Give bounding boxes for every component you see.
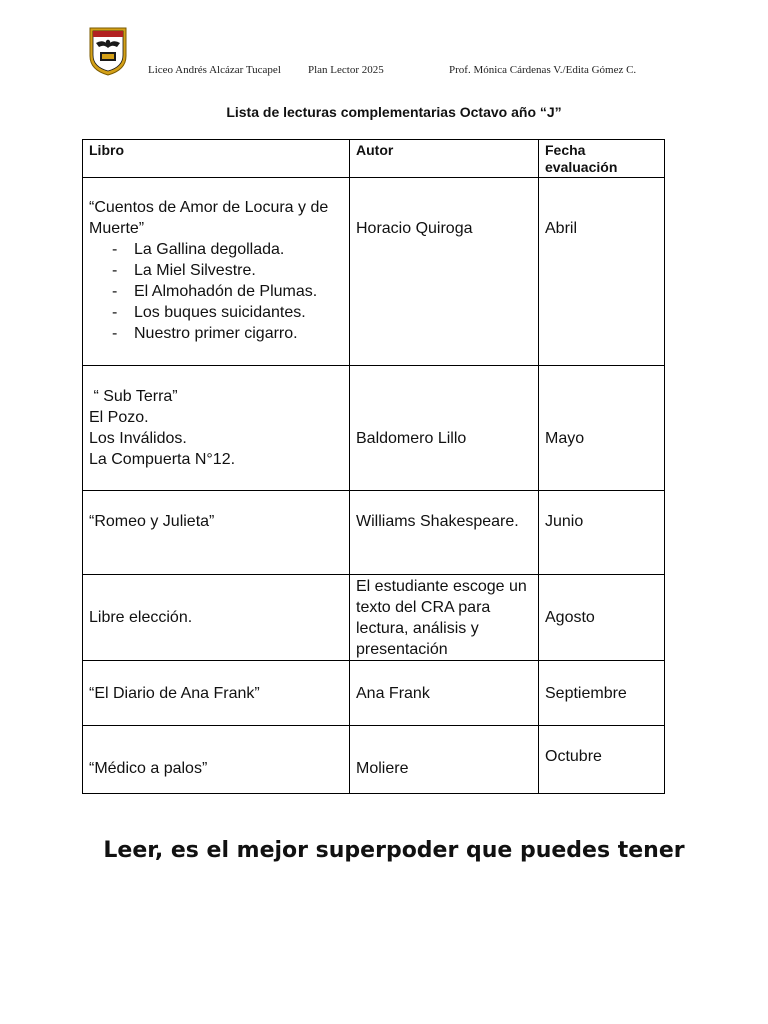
table-row	[83, 661, 665, 726]
book-title: “Cuentos de Amor de Locura y de Muerte”	[89, 199, 329, 237]
header-plan-label: Plan Lector 2025	[308, 64, 384, 76]
list-item: - El Almohadón de Plumas.	[109, 281, 343, 302]
table-row	[83, 491, 665, 575]
header-teachers: Prof. Mónica Cárdenas V./Edita Gómez C.	[449, 64, 637, 76]
header-school-name: Liceo Andrés Alcázar Tucapel	[148, 64, 281, 76]
author-cell: Williams Shakespeare.	[350, 491, 539, 575]
book-cell: “El Diario de Ana Frank”	[83, 661, 350, 726]
book-cell	[83, 366, 350, 491]
list-item: - Los buques suicidantes.	[109, 302, 343, 323]
list-item: La Compuerta N°12.	[89, 451, 236, 468]
list-item: - Nuestro primer cigarro.	[109, 323, 343, 344]
date-cell: Agosto	[539, 575, 665, 661]
book-cell: Libre elección.	[83, 575, 350, 661]
author-cell: Baldomero Lillo	[350, 366, 539, 491]
reading-motto: Leer, es el mejor superpoder que puedes tener	[103, 838, 685, 863]
author-cell: Moliere	[350, 726, 539, 794]
readings-table	[82, 139, 665, 794]
date-cell: Abril	[539, 178, 665, 366]
date-cell: Octubre	[539, 726, 665, 794]
table-row	[83, 726, 665, 794]
list-item: El Pozo.	[89, 409, 149, 426]
school-crest-icon	[88, 26, 128, 76]
date-cell: Septiembre	[539, 661, 665, 726]
table-row	[83, 575, 665, 661]
book-title: “ Sub Terra”	[89, 388, 178, 405]
author-cell: El estudiante escoge un texto del CRA para lectura, análisis y presentación	[350, 575, 539, 661]
date-cell: Junio	[539, 491, 665, 575]
author-cell: Horacio Quiroga	[350, 178, 539, 366]
table-header-row	[83, 140, 665, 178]
document-title: Lista de lecturas complementarias Octavo año “J”	[226, 104, 562, 120]
book-cell	[83, 178, 350, 366]
story-list	[89, 239, 343, 344]
list-item: - La Miel Silvestre.	[109, 260, 343, 281]
list-item: Los Inválidos.	[89, 430, 187, 447]
book-cell: “Médico a palos”	[83, 726, 350, 794]
list-item: - La Gallina degollada.	[109, 239, 343, 260]
date-cell: Mayo	[539, 366, 665, 491]
header-author: Autor	[350, 140, 539, 178]
book-cell: “Romeo y Julieta”	[83, 491, 350, 575]
table-row	[83, 178, 665, 366]
header-date: Fecha evaluación	[539, 140, 665, 178]
header-book: Libro	[83, 140, 350, 178]
table-row	[83, 366, 665, 491]
author-cell: Ana Frank	[350, 661, 539, 726]
